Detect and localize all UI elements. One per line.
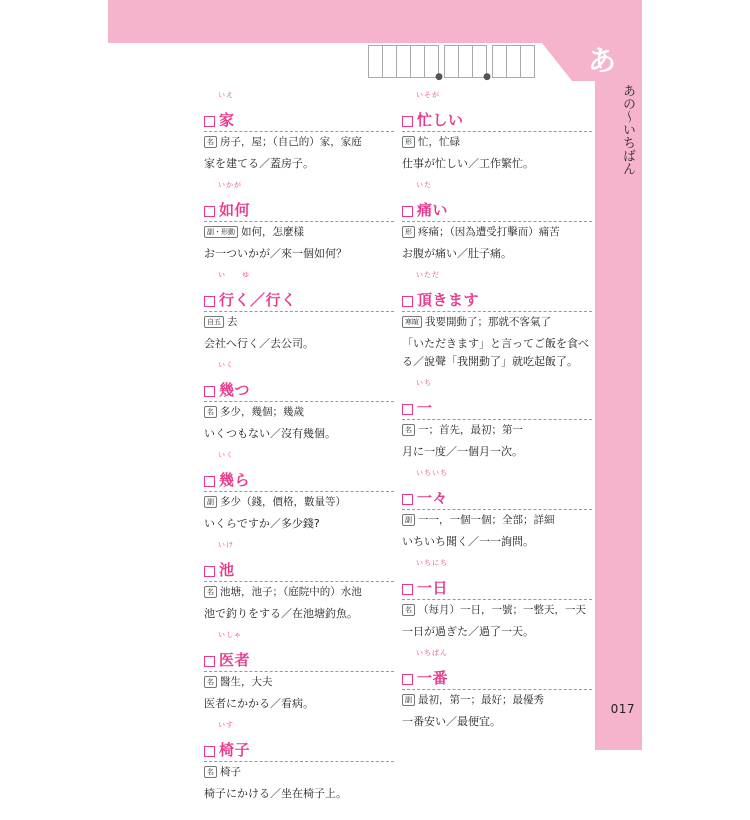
definition: [204, 404, 394, 421]
definition: [402, 134, 592, 151]
checkbox-group: [368, 45, 443, 82]
definition: [402, 692, 592, 709]
vocab-entry: [204, 361, 394, 443]
example-sentence: 「いただきます」と言ってご飯を食べる／說聲「我開動了」就吃起飯了。: [402, 337, 589, 368]
part-of-speech-tag: 自五: [204, 316, 224, 328]
meaning-text: 去: [227, 316, 238, 328]
entry-heading: [204, 721, 394, 762]
checkbox-icon[interactable]: [402, 494, 413, 505]
headword: 行く／行く: [219, 291, 297, 309]
definition: [402, 512, 592, 529]
checkbox-icon[interactable]: [402, 206, 413, 217]
left-column: [204, 91, 394, 820]
vocab-entry: [402, 91, 592, 173]
meaning-text: 多少（錢，價格，數量等）: [220, 496, 346, 508]
furigana: いしゃ: [218, 631, 242, 639]
part-of-speech-tag: 形: [402, 226, 415, 238]
entry-heading: [402, 649, 592, 690]
headword: 如何: [219, 201, 251, 219]
example-sentence: 会社へ行く／去公司。: [204, 337, 314, 350]
checkbox-icon[interactable]: [204, 206, 215, 217]
meaning-text: 我要開動了；那就不客氣了: [425, 316, 551, 328]
headword: 幾ら: [219, 471, 251, 489]
furigana: いちにち: [416, 559, 448, 567]
vocab-entry: [204, 631, 394, 713]
headword: 一々: [417, 489, 449, 507]
checkbox-icon[interactable]: [402, 584, 413, 595]
part-of-speech-tag: 名: [204, 766, 217, 778]
example-sentence: 仕事が忙しい／工作繁忙。: [402, 157, 534, 170]
entry-heading: [402, 379, 592, 420]
furigana: いえ: [218, 91, 234, 99]
checkbox-icon[interactable]: [402, 674, 413, 685]
vocab-entry: [204, 721, 394, 803]
furigana: いかが: [218, 181, 242, 189]
check-box[interactable]: [368, 45, 383, 78]
part-of-speech-tag: 寒暄: [402, 316, 422, 328]
headword: 痛い: [417, 201, 449, 219]
example-sentence: いちいち聞く／一一詢問。: [402, 535, 534, 548]
entry-heading: [204, 91, 394, 132]
check-box[interactable]: [410, 45, 425, 78]
headword: 椅子: [219, 741, 251, 759]
definition: [204, 134, 394, 151]
entry-heading: [402, 469, 592, 510]
example-sentence: 池で釣りをする／在池塘釣魚。: [204, 607, 358, 620]
check-box[interactable]: [396, 45, 411, 78]
vocab-entry: [402, 649, 592, 731]
vocab-entry: [204, 451, 394, 533]
definition: [204, 494, 394, 511]
furigana: いちいち: [416, 469, 448, 477]
check-box[interactable]: [458, 45, 473, 78]
furigana: いく: [218, 361, 234, 369]
example-sentence: 椅子にかける／坐在椅子上。: [204, 787, 347, 800]
part-of-speech-tag: 名: [204, 406, 217, 418]
entry-heading: [204, 631, 394, 672]
entry-heading: [204, 361, 394, 402]
meaning-text: 多少，幾個；幾歲: [220, 406, 304, 418]
part-of-speech-tag: 名: [402, 604, 415, 616]
meaning-text: （每月）一日，一號；一整天，一天: [418, 604, 586, 616]
part-of-speech-tag: 副: [402, 514, 415, 526]
top-pink-band: [108, 0, 642, 43]
part-of-speech-tag: 名: [204, 586, 217, 598]
meaning-text: 如何，怎麼樣: [241, 226, 304, 238]
vocab-entry: [204, 271, 394, 353]
definition: [402, 422, 592, 439]
dictionary-page: [108, 0, 642, 800]
checkbox-group: [492, 45, 534, 78]
part-of-speech-tag: 名: [402, 424, 415, 436]
checkbox-icon[interactable]: [204, 116, 215, 127]
entry-heading: [402, 181, 592, 222]
furigana: い ゆ: [218, 271, 250, 279]
page-range-label: あの〜いちばん: [620, 84, 635, 175]
definition: [204, 764, 394, 781]
example-sentence: お一ついかが／來一個如何？: [204, 247, 347, 260]
meaning-text: 椅子: [220, 766, 241, 778]
definition: [402, 602, 592, 619]
definition: [204, 674, 394, 691]
check-box[interactable]: [520, 45, 535, 78]
vocab-entry: [204, 541, 394, 623]
study-checkboxes: [368, 45, 540, 82]
entry-heading: [402, 271, 592, 312]
furigana: いけ: [218, 541, 234, 549]
headword: 一番: [417, 669, 449, 687]
furigana: いす: [218, 721, 234, 729]
check-box[interactable]: [492, 45, 507, 78]
meaning-text: 池塘，池子；（庭院中的）水池: [220, 586, 362, 598]
definition: [402, 314, 592, 331]
vocab-entry: [402, 469, 592, 551]
example-sentence: お腹が痛い／肚子痛。: [402, 247, 512, 260]
furigana: いそが: [416, 91, 440, 99]
checkbox-group: [444, 45, 491, 82]
headword: 池: [219, 561, 235, 579]
checkbox-icon[interactable]: [402, 296, 413, 307]
entry-heading: [204, 271, 394, 312]
example-sentence: いくつもない／沒有幾個。: [204, 427, 336, 440]
entry-heading: [204, 541, 394, 582]
entry-heading: [204, 181, 394, 222]
meaning-text: 一一，一個一個；全部；詳細: [418, 514, 555, 526]
example-sentence: いくらですか／多少錢?: [204, 517, 320, 530]
page-number: 017: [610, 702, 635, 716]
furigana: いただ: [416, 271, 440, 279]
meaning-text: 一；首先，最初；第一: [418, 424, 523, 436]
headword: 一日: [417, 579, 449, 597]
example-sentence: 一番安い／最便宜。: [402, 715, 501, 728]
checkbox-icon[interactable]: [204, 656, 215, 667]
example-sentence: 月に一度／一個月一次。: [402, 445, 523, 458]
part-of-speech-tag: 名: [204, 136, 217, 148]
right-column: [402, 91, 592, 748]
headword: 頂きます: [417, 291, 480, 309]
dot-icon: ●: [435, 72, 443, 82]
vocab-entry: [402, 181, 592, 263]
vocab-entry: [402, 271, 592, 371]
headword: 一: [417, 399, 433, 417]
definition: [204, 314, 394, 331]
checkbox-icon[interactable]: [204, 476, 215, 487]
definition: [204, 584, 394, 601]
check-box[interactable]: [506, 45, 521, 78]
headword: 家: [219, 111, 235, 129]
definition: [402, 224, 592, 241]
vocab-entry: [204, 91, 394, 173]
headword: 医者: [219, 651, 251, 669]
entry-heading: [204, 451, 394, 492]
part-of-speech-tag: 形: [402, 136, 415, 148]
kana-index-letter: あ: [587, 44, 616, 77]
entry-heading: [402, 559, 592, 600]
checkbox-icon[interactable]: [204, 296, 215, 307]
furigana: いちばん: [416, 649, 448, 657]
furigana: いち: [416, 379, 432, 387]
checkbox-icon[interactable]: [204, 746, 215, 757]
checkbox-icon[interactable]: [204, 566, 215, 577]
check-box[interactable]: [444, 45, 459, 78]
entry-heading: [402, 91, 592, 132]
meaning-text: 忙，忙碌: [418, 136, 460, 148]
part-of-speech-tag: 名: [204, 676, 217, 688]
meaning-text: 疼痛；（因為遭受打擊而）痛苦: [418, 226, 560, 238]
vocab-entry: [402, 379, 592, 461]
example-sentence: 医者にかかる／看病。: [204, 697, 314, 710]
example-sentence: 家を建てる／蓋房子。: [204, 157, 314, 170]
furigana: いく: [218, 451, 234, 459]
meaning-text: 房子，屋；（自己的）家，家庭: [220, 136, 362, 148]
furigana: いた: [416, 181, 432, 189]
part-of-speech-tag: 副: [204, 496, 217, 508]
part-of-speech-tag: 副・形動: [204, 226, 238, 238]
checkbox-icon[interactable]: [204, 386, 215, 397]
checkbox-icon[interactable]: [402, 404, 413, 415]
headword: 忙しい: [417, 111, 464, 129]
example-sentence: 一日が過ぎた／過了一天。: [402, 625, 534, 638]
dot-icon: ●: [483, 72, 491, 82]
vocab-entry: [204, 181, 394, 263]
check-box[interactable]: [382, 45, 397, 78]
meaning-text: 醫生，大夫: [220, 676, 273, 688]
definition: [204, 224, 394, 241]
headword: 幾つ: [219, 381, 251, 399]
vocab-entry: [402, 559, 592, 641]
meaning-text: 最初，第一；最好；最優秀: [418, 694, 544, 706]
checkbox-icon[interactable]: [402, 116, 413, 127]
part-of-speech-tag: 副: [402, 694, 415, 706]
